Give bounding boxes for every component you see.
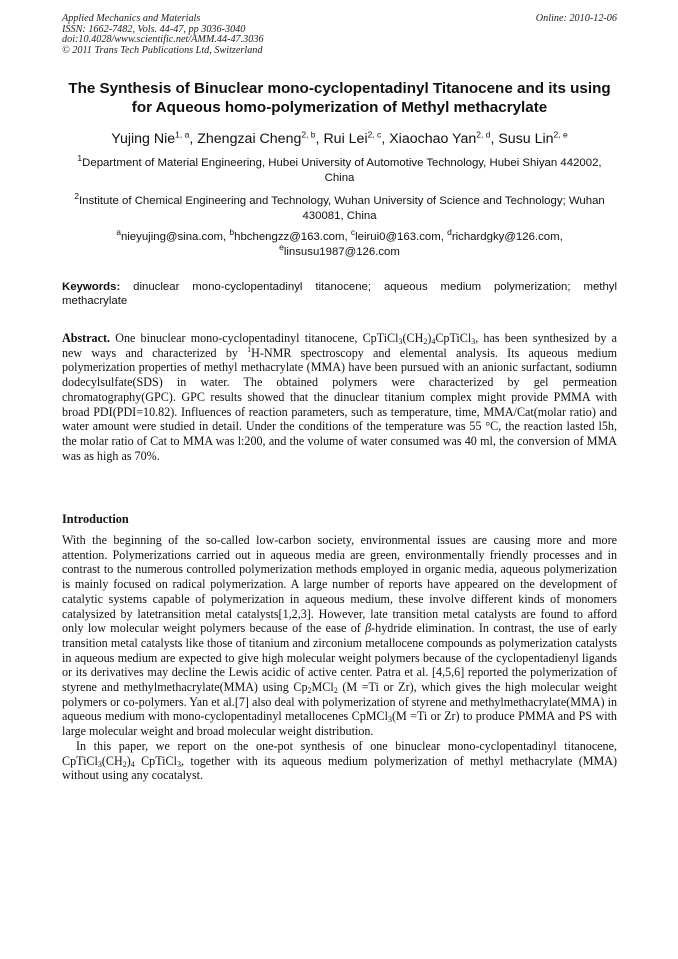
affiliation-mark: 2 [74, 191, 79, 202]
keywords-text: dinuclear mono-cyclopentadinyl titanocene; aqueous medium polymerization; methyl methacrylate [62, 281, 618, 308]
paragraph-text: -hydride elimination. In contrast, the use of early transition metal catalysts like those of titanium and zirconium metallocene compounds as polymerization catalysts in aqueous medium are expected to give high molecular weight polymers because of the cyclopentadienyl ligands or its derivatives may decline the Lewis acidic of active center. Patra et al. [4,5,6] reported the polymerization of styrene and methylmethacrylate(MMA) using Cp [62, 621, 617, 695]
affiliation-mark: 1 [77, 153, 83, 164]
email-mark: e [279, 241, 284, 252]
abstract-text: , has been synthesized by a new ways and characterized by [62, 331, 617, 360]
author-mark: 1, a [175, 129, 190, 140]
author-mark: 2, b [301, 129, 316, 140]
subscript: 4 [130, 759, 135, 769]
online-date: Online: 2010-12-06 [535, 13, 617, 24]
email-mark: d [447, 227, 452, 238]
paragraph-text: MCl [311, 680, 334, 695]
email-list: $^a$nieyujing@sina.com, $^b$hbchengzz@163.com, $^c$leirui0@163.com, $^d$richardgky@126.com, $^e$linsusu1987@126.com [116, 227, 563, 258]
subscript: 4 [431, 337, 436, 346]
abstract-text: H-NMR spectroscopy and elemental analysis. Its aqueous medium polymerization properties of methyl methacrylate (MMA) have been pursued with an anionic surfactant, sodiumn dodecylsulfate(SDS) in water. The obtained polymers were characterized by gel permeation chromatography(GPC). GPC results showed that the dinuclear titanium complex might provide PMMA with broad PDI(PDI=10.82). Influences of reaction parameters, such as temperature, time, MMA/Cat(molar ratio) and water amount were studied in detail. Under the conditions of the temperature was 55 °C, the reaction lasted l5h, the molar ratio of Cat to MMA was l:200, and the volume of water consumed was 40 ml, the conversion of MMA was as high as 70%. [62, 345, 617, 463]
subscript: 3 [387, 715, 392, 725]
copyright-line: © 2011 Trans Tech Publications Ltd, Switzerland [62, 44, 263, 56]
abstract [62, 331, 617, 463]
author-name: Rui Lei [323, 131, 368, 147]
issn-line: ISSN: 1662-7482, Vols. 44-47, pp 3036-3040 [62, 23, 246, 35]
paragraph [62, 739, 617, 783]
subscript: 3 [176, 759, 181, 769]
doi-line: doi:10.4028/www.scientific.net/AMM.44-47.3036 [62, 34, 264, 46]
paragraph-text: (M =Ti or Zr) to produce PMMA and PS with large molecular weight and broad molecular weight distribution. [62, 709, 617, 739]
subscript: 2 [333, 686, 338, 696]
superscript: 1 [247, 344, 252, 354]
paragraph [62, 533, 617, 739]
abstract-text: ) [427, 331, 432, 345]
affiliation-text: Department of Material Engineering, Hubei University of Automotive Technology, Hubei Shiyan 442002, China [82, 157, 602, 184]
author-name: Yujing Nie [111, 131, 176, 147]
subscript: 3 [471, 337, 476, 346]
subscript: 3 [398, 337, 403, 346]
section-heading-introduction: Introduction [62, 512, 129, 526]
paper-title: The Synthesis of Binuclear mono-cyclopentadinyl Titanocene and its using for Aqueous homo-polymerization of Methyl methacrylate [68, 80, 611, 116]
abstract-text: One binuclear mono-cyclopentadinyl titanocene, CpTiCl [115, 331, 399, 345]
paragraph-text: ) [126, 753, 131, 768]
paragraph-text: CpTiCl [134, 753, 177, 768]
email-address: linsusu1987@126.com [283, 245, 400, 258]
subscript: 2 [423, 337, 428, 346]
journal-name: Applied Mechanics and Materials [62, 13, 201, 24]
affiliation-text: Institute of Chemical Engineering and Technology, Wuhan University of Science and Technology; Wuhan 430081, China [78, 195, 605, 222]
email-address: hbchengzz@163.com [234, 231, 345, 243]
abstract-text: CpTiCl [435, 331, 472, 345]
paragraph-text: (CH [101, 753, 123, 768]
email-address: richardgky@126.com [451, 231, 560, 243]
abstract-label: Abstract. [62, 331, 111, 345]
author-name: Susu Lin [498, 131, 554, 147]
email-address: leirui0@163.com [355, 231, 441, 243]
paragraph-text: With the beginning of the so-called low-carbon society, environmental issues are causing more and more attention. Polymerizations carried out in aqueous media are green, environmentally friendly processes and in contrast to the numerous controlled polymerization methods employed in organic media, aqueous polymerization is mainly focused on radical polymerization. A large number of reports have appeared on the development of catalytic systems capable of polymerization in aqueous medium, these involve different kinds of monomers catalysized by latetransition metal catalysts[1,2,3]. However, late transition metal catalysts are found to afford only low molecular weight polymers because of the ease of [62, 533, 617, 636]
paragraph-text: (M =Ti or Zr), which gives the high molecular weight polymers or co-polymers. Yan et al.[7] also deal with polymerization of styrene and methylmethacrylate(MMA) in aqueous medium with mono-cyclopentadinyl metallocenes CpMCl [62, 680, 617, 724]
subscript: 3 [97, 759, 102, 769]
author-name: Xiaochao Yan [389, 131, 477, 147]
author-mark: 2, c [367, 129, 382, 140]
email-mark: b [229, 227, 235, 238]
subscript: 2 [122, 759, 127, 769]
email-mark: c [350, 227, 356, 238]
journal-header [62, 14, 617, 56]
affiliation-2 [62, 191, 617, 223]
keywords-label: Keywords: [62, 281, 121, 293]
author-mark: 2, d [476, 129, 491, 140]
email-address: nieyujing@sina.com [120, 231, 224, 243]
email-mark: a [116, 227, 121, 238]
subscript: 2 [307, 686, 312, 696]
author-mark: 2, e [553, 129, 568, 140]
introduction-body [62, 533, 617, 783]
paragraph-text: , together with its aqueous medium polymerization of methyl methacrylate (MMA) without using any cocatalyst. [62, 753, 617, 783]
abstract-text: (CH [402, 331, 424, 345]
paragraph-text: In this paper, we report on the one-pot synthesis of one binuclear mono-cyclopentadinyl titanocene, CpTiCl [62, 738, 617, 768]
affiliation-1 [62, 153, 617, 185]
author-name: Zhengzai Cheng [197, 131, 302, 147]
keywords [62, 280, 617, 308]
author-list: Yujing Nie$^{1, a}$, Zhengzai Cheng$^{2, b}$, Rui Lei$^{2, c}$, Xiaochao Yan$^{2, d}$, Susu Lin$^{2, e}$ [111, 129, 568, 147]
beta-symbol: β [365, 621, 372, 636]
